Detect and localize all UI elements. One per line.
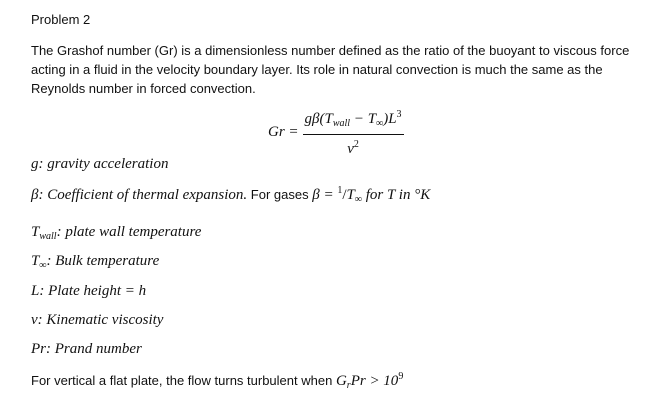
beta-tail: for T in °K [361, 187, 431, 203]
den-exp: 2 [353, 139, 359, 150]
beta-slash: / [342, 187, 347, 203]
conclusion-G: G [335, 373, 347, 389]
def-prandtl: Pr: Prand number [31, 341, 142, 357]
def-tinf [31, 253, 159, 271]
num-part-a: gβ(T [304, 111, 333, 127]
def-gravity: g: gravity acceleration [31, 156, 169, 172]
twall-sub: wall [39, 231, 57, 242]
formula-denominator [347, 135, 359, 158]
beta-eq: β = [312, 187, 338, 203]
formula-numerator [303, 106, 404, 135]
formula-fraction [303, 106, 404, 158]
conclusion-pr: Pr > 10 [350, 373, 399, 389]
conclusion-G-sub: r [346, 380, 351, 391]
num-minus: − T [350, 111, 377, 127]
num-part-b: )L [383, 111, 397, 127]
beta-label: β: Coefficient of thermal expansion. [31, 187, 248, 203]
grashof-formula [268, 109, 404, 157]
conclusion-line [31, 371, 403, 391]
conclusion-exp: 9 [398, 371, 404, 382]
beta-for-gases: For gases [247, 187, 313, 202]
intro-paragraph: The Grashof number (Gr) is a dimensionless number defined as the ratio of the buoyant to viscous force acting in a fluid in the velocity boundary layer. Its role in natural convection is much the same as the Reynolds number in forced convection. [31, 43, 630, 96]
def-twall [31, 224, 201, 242]
twall-text: : plate wall temperature [56, 224, 202, 240]
beta-one: 1 [337, 185, 343, 196]
den-nu: ν [347, 141, 354, 157]
def-viscosity: ν: Kinematic viscosity [31, 312, 164, 328]
twall-T: T [31, 224, 40, 240]
num-exp: 3 [396, 109, 402, 120]
def-plate-height: L: Plate height = h [31, 283, 147, 299]
def-beta [31, 185, 430, 205]
num-sub-wall: wall [332, 118, 351, 129]
formula-lhs: Gr = [268, 123, 299, 140]
tinf-text: : Bulk temperature [46, 253, 160, 269]
conclusion-text: For vertical a flat plate, the flow turns turbulent when [31, 373, 336, 388]
tinf-sub: ∞ [39, 260, 47, 271]
num-sub-inf: ∞ [376, 118, 384, 129]
beta-T-sub: ∞ [354, 194, 362, 205]
problem-title: Problem 2 [31, 12, 91, 27]
beta-T: T [346, 187, 355, 203]
tinf-T: T [31, 253, 40, 269]
